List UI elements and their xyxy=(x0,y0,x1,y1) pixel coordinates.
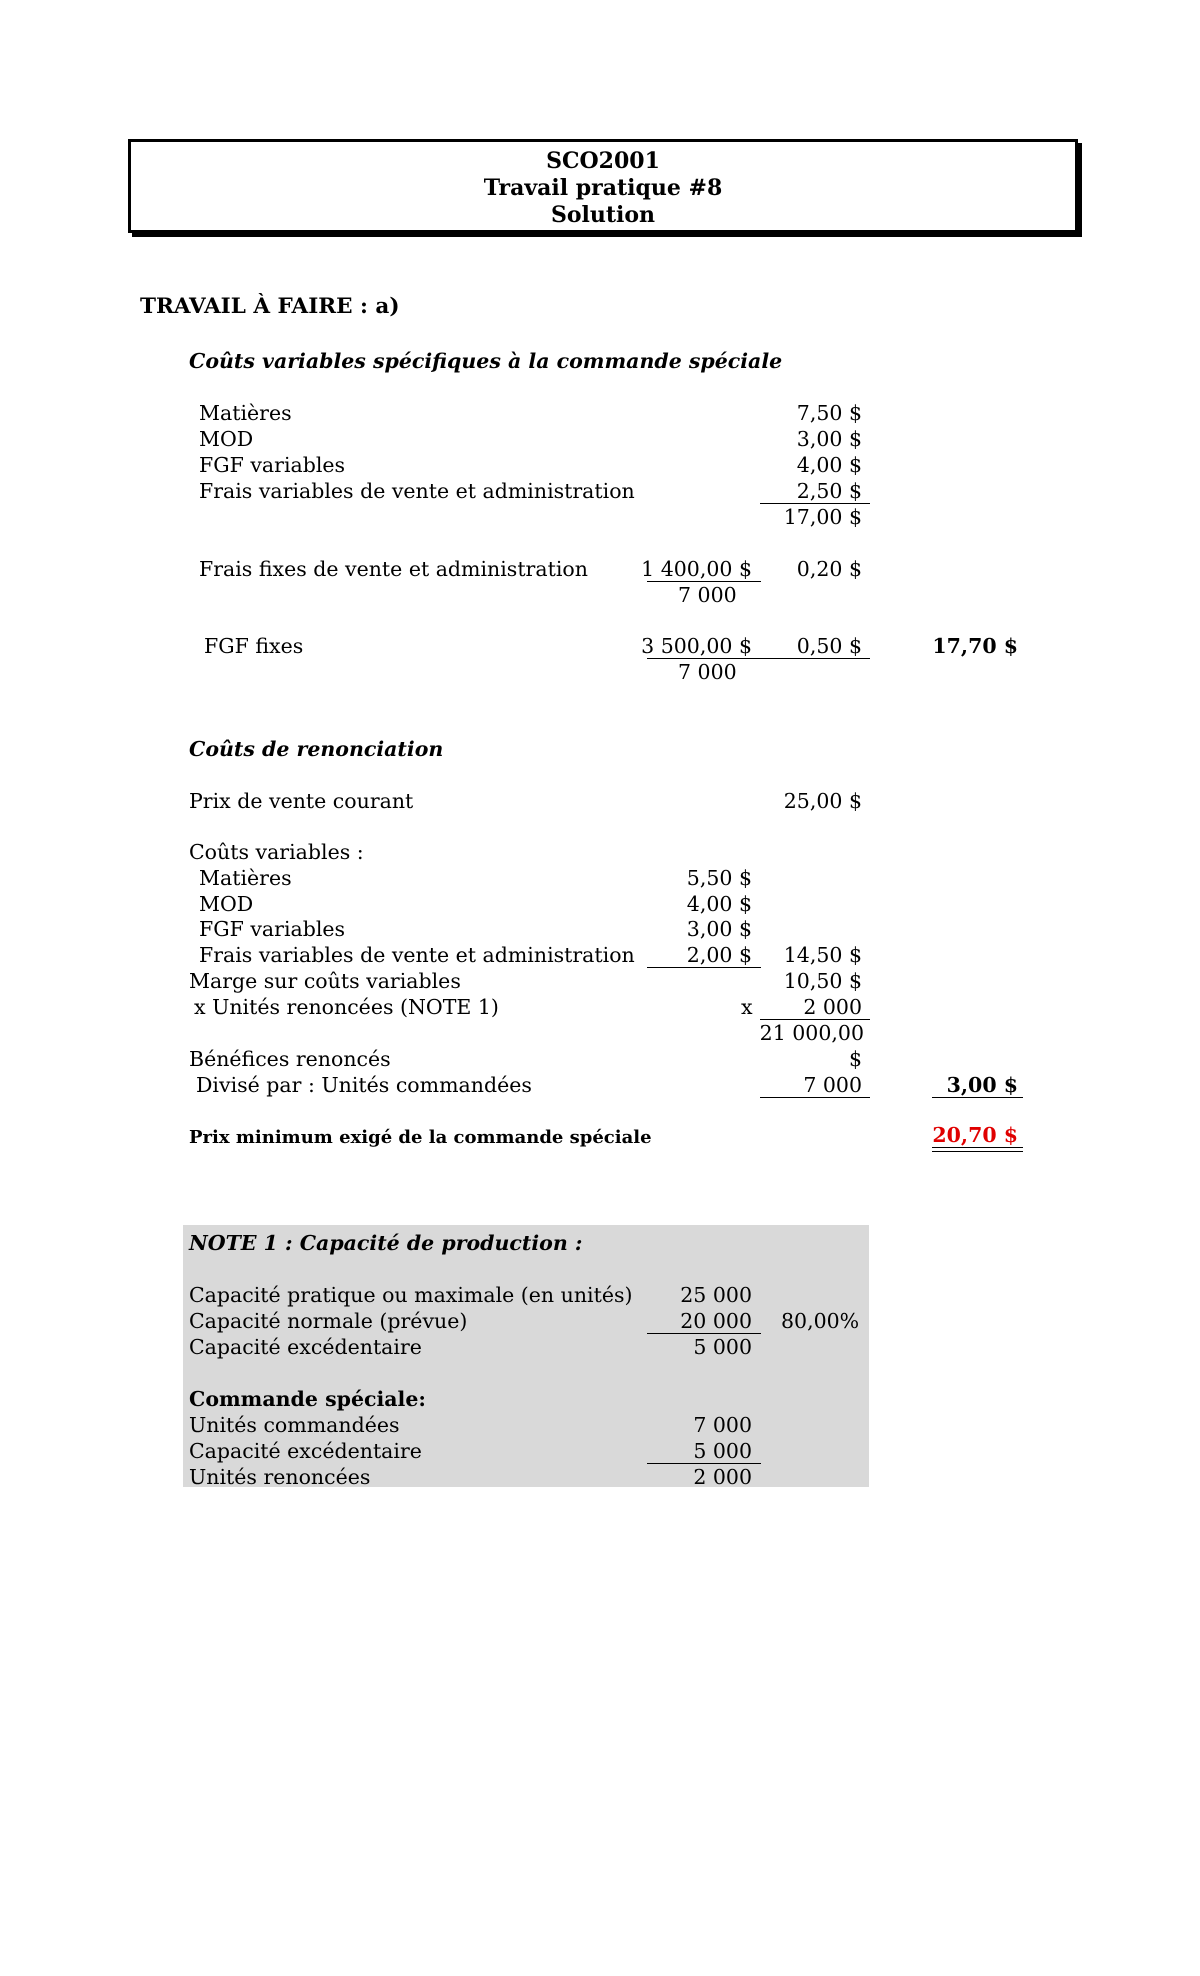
units-forgone-label: x Unités renoncées (NOTE 1) xyxy=(194,995,499,1019)
vc-row-label: Frais variables de vente et administration xyxy=(199,479,635,503)
oc-row-value: 5,50 $ xyxy=(686,866,752,890)
units-forgone-value: 2 000 xyxy=(803,995,862,1019)
vc-subtotal: 17,00 $ xyxy=(783,505,862,529)
oc-row-value: 4,00 $ xyxy=(686,892,752,916)
excess-capacity-label-2: Capacité excédentaire xyxy=(189,1439,422,1463)
divided-by-label: Divisé par : Unités commandées xyxy=(196,1073,532,1097)
variable-costs-label: Coûts variables : xyxy=(189,840,364,864)
opportunity-cost-per-unit: 3,00 $ xyxy=(946,1073,1018,1097)
double-underline xyxy=(932,1147,1023,1152)
assignment-title: Travail pratique #8 xyxy=(483,175,723,201)
fixed-sales-denominator: 7 000 xyxy=(678,583,737,607)
underline xyxy=(932,1097,1023,1098)
oc-row-label: MOD xyxy=(199,892,254,916)
vc-row-value: 4,00 $ xyxy=(796,453,862,477)
vc-row-value: 7,50 $ xyxy=(796,401,862,425)
fixed-overhead-label: FGF fixes xyxy=(204,634,304,658)
excess-capacity-value: 5 000 xyxy=(693,1335,752,1359)
forgone-amount: 21 000,00 xyxy=(759,1021,864,1045)
margin-label: Marge sur coûts variables xyxy=(189,969,461,993)
fixed-overhead-denominator: 7 000 xyxy=(678,660,737,684)
task-title: TRAVAIL À FAIRE : a) xyxy=(140,294,400,319)
forgone-profit-label: Bénéfices renoncés xyxy=(189,1047,391,1071)
normal-capacity-percent: 80,00% xyxy=(781,1309,860,1333)
units-forgone-note-value: 2 000 xyxy=(693,1465,752,1489)
oc-variable-total: 14,50 $ xyxy=(783,943,862,967)
oc-row-label: Frais variables de vente et administration xyxy=(199,943,635,967)
vc-row-label: Matières xyxy=(199,401,292,425)
course-code: SCO2001 xyxy=(546,148,660,174)
current-price-label: Prix de vente courant xyxy=(189,789,414,813)
units-ordered: 7 000 xyxy=(803,1073,862,1097)
normal-capacity-label: Capacité normale (prévue) xyxy=(189,1309,468,1333)
oc-row-value: 3,00 $ xyxy=(686,917,752,941)
normal-capacity-value: 20 000 xyxy=(680,1309,752,1333)
excess-capacity-value-2: 5 000 xyxy=(693,1439,752,1463)
excess-capacity-label: Capacité excédentaire xyxy=(189,1335,422,1359)
forgone-profit-currency: $ xyxy=(848,1047,862,1071)
practical-capacity-label: Capacité pratique ou maximale (en unités) xyxy=(189,1283,633,1307)
special-order-title: Commande spéciale: xyxy=(189,1387,426,1411)
oc-row-label: FGF variables xyxy=(199,917,346,941)
vc-row-value: 3,00 $ xyxy=(796,427,862,451)
fixed-overhead-numerator: 3 500,00 $ xyxy=(641,634,752,658)
minimum-price-value: 20,70 $ xyxy=(932,1123,1018,1147)
practical-capacity-value: 25 000 xyxy=(680,1283,752,1307)
margin-value: 10,50 $ xyxy=(783,969,862,993)
fixed-overhead-per-unit: 0,50 $ xyxy=(796,634,862,658)
minimum-price-label: Prix minimum exigé de la commande spéciale xyxy=(189,1127,652,1148)
underline xyxy=(760,1097,870,1098)
units-ordered-value: 7 000 xyxy=(693,1413,752,1437)
units-ordered-label: Unités commandées xyxy=(189,1413,400,1437)
opportunity-costs-title: Coûts de renonciation xyxy=(189,737,444,761)
vc-row-value: 2,50 $ xyxy=(796,479,862,503)
fixed-sales-label: Frais fixes de vente et administration xyxy=(199,557,588,581)
multiply-sign: x xyxy=(741,995,753,1019)
solution-label: Solution xyxy=(550,202,656,228)
oc-row-value: 2,00 $ xyxy=(686,943,752,967)
fixed-sales-per-unit: 0,20 $ xyxy=(796,557,862,581)
current-price: 25,00 $ xyxy=(783,789,862,813)
vc-row-label: MOD xyxy=(199,427,254,451)
underline xyxy=(760,658,870,659)
fixed-sales-numerator: 1 400,00 $ xyxy=(641,557,752,581)
note-title: NOTE 1 : Capacité de production : xyxy=(189,1231,583,1255)
header-box xyxy=(128,139,1078,233)
vc-row-label: FGF variables xyxy=(199,453,346,477)
specific-costs-total: 17,70 $ xyxy=(932,634,1018,658)
oc-row-label: Matières xyxy=(199,866,292,890)
variable-costs-title: Coûts variables spécifiques à la commande spéciale xyxy=(189,349,783,373)
units-forgone-note-label: Unités renoncées xyxy=(189,1465,371,1489)
